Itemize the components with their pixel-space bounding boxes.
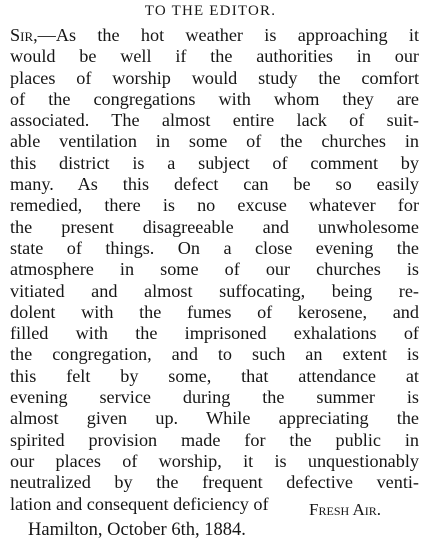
letter-body — [10, 25, 419, 515]
letter-line: spirited provision made for the public in — [10, 429, 419, 450]
signature: Fresh Air. — [309, 500, 381, 519]
letter-line: this district is a subject of comment by — [10, 152, 419, 173]
dateline: Hamilton, October 6th, 1884. — [28, 520, 246, 540]
letter-line: state of things. On a close evening the — [10, 237, 419, 258]
letter-line: places of worship would study the comfort — [10, 67, 419, 88]
letter-line: remedied, there is no excuse whatever for — [10, 195, 419, 216]
letter-line: many. As this defect can be so easily — [10, 174, 419, 195]
letter-line: atmosphere in some of our churches is — [10, 259, 419, 280]
letter-line: dolent with the fumes of kerosene, and — [10, 301, 419, 322]
letter-line: would be well if the authorities in our — [10, 46, 419, 67]
letter-line: this felt by some, that attendance at — [10, 365, 419, 386]
letter-line: almost given up. While appreciating the — [10, 408, 419, 429]
letter-line: neutralized by the frequent defective venti- — [10, 472, 419, 493]
letter-line: lation and consequent deficiency of — [10, 493, 269, 514]
letter-line: the congregation, and to such an extent is — [10, 344, 419, 365]
letter-line: able ventilation in some of the churches in — [10, 131, 419, 152]
letter-line: associated. The almost entire lack of suit- — [10, 110, 419, 131]
letter-line: our places of worship, it is unquestionably — [10, 450, 419, 471]
letter-line: vitiated and almost suffocating, being re- — [10, 280, 419, 301]
letter-line-text: —As the hot weather is approaching it — [37, 25, 419, 45]
letter-line: of the congregations with whom they are — [10, 88, 419, 109]
salutation: Sir, — [10, 25, 38, 45]
letter-line — [10, 25, 419, 46]
letter-line: evening service during the summer is — [10, 387, 419, 408]
letter-line: filled with the imprisoned exhalations of — [10, 323, 419, 344]
letter-line: the present disagreeable and unwholesome — [10, 216, 419, 237]
letter-heading: TO THE EDITOR. — [144, 3, 277, 19]
